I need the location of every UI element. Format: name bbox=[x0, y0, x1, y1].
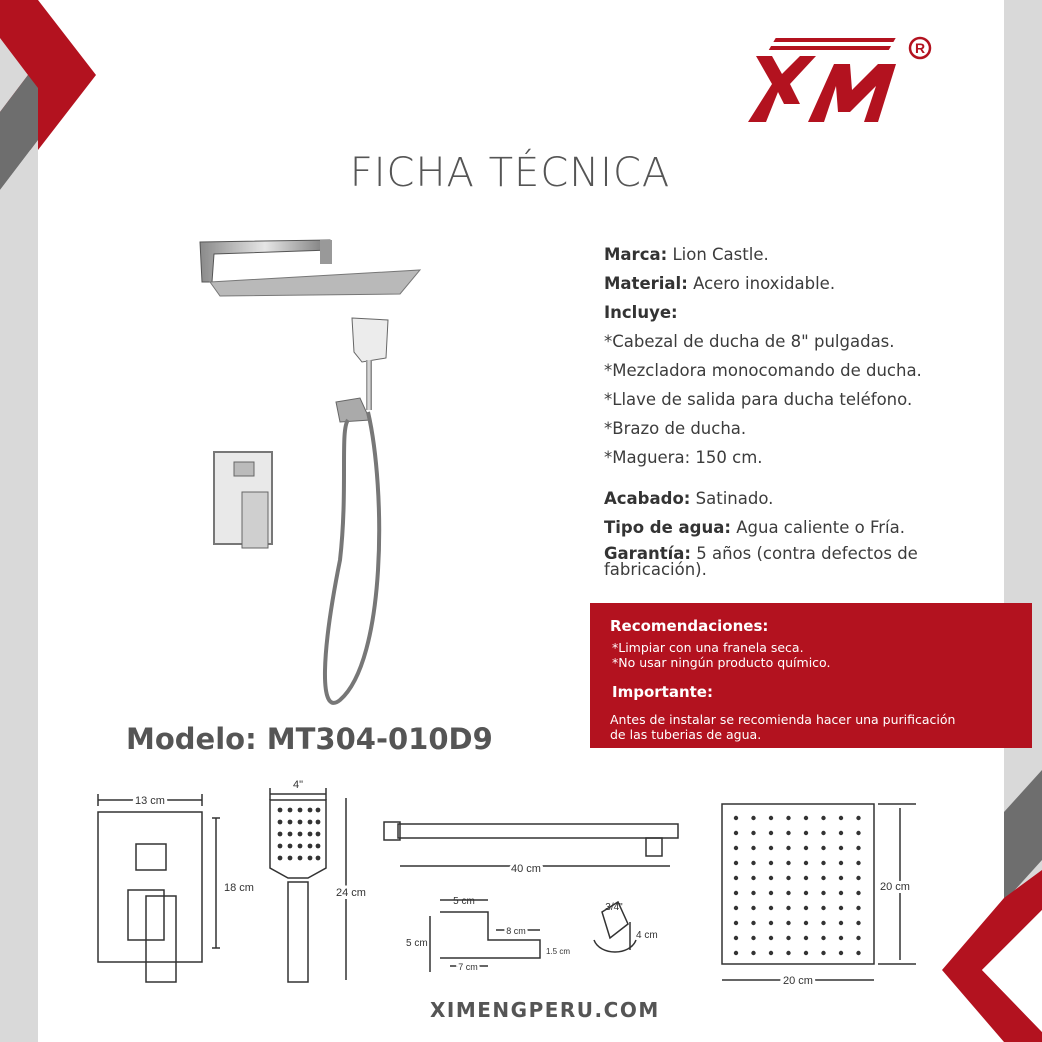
recommendations-box bbox=[590, 603, 1032, 748]
spec-material bbox=[604, 273, 974, 302]
arm-dimension-drawing bbox=[380, 812, 680, 992]
head-height-label: 20 cm bbox=[880, 881, 910, 893]
importante-line: de las tuberias de agua. bbox=[610, 727, 762, 742]
spec-tipo-value: Agua caliente o Fría. bbox=[730, 518, 905, 537]
spec-marca-label: Marca: bbox=[604, 245, 668, 264]
spec-tipo-agua bbox=[604, 517, 974, 546]
importante-title: Importante: bbox=[612, 683, 713, 701]
hand-height-label: 24 cm bbox=[336, 887, 366, 899]
website-link[interactable]: XIMENGPERU.COM bbox=[430, 998, 660, 1022]
elbow-b-label: 5 cm bbox=[406, 938, 428, 949]
hand-width-label: 4" bbox=[292, 779, 304, 791]
spec-material-value: Acero inoxidable. bbox=[687, 274, 836, 293]
elbow-e-label: 1.5 cm bbox=[546, 947, 571, 956]
connector-height-label: 4 cm bbox=[636, 930, 658, 941]
recommendations-title: Recomendaciones: bbox=[610, 617, 769, 635]
spec-incluye bbox=[604, 302, 974, 331]
spec-garantia bbox=[604, 546, 974, 578]
head-width-label: 20 cm bbox=[783, 975, 813, 987]
spec-acabado bbox=[604, 488, 974, 517]
spec-list bbox=[604, 244, 974, 578]
hand-shower-dimension-drawing bbox=[262, 776, 372, 990]
importante-line: Antes de instalar se recomienda hacer una purificación bbox=[610, 712, 956, 727]
hand-shower-nozzles bbox=[278, 808, 321, 861]
spec-item: *Cabezal de ducha de 8" pulgadas. bbox=[604, 332, 895, 351]
spec-garantia-label: Garantía: bbox=[604, 544, 691, 563]
spec-acabado-label: Acabado: bbox=[604, 489, 691, 508]
spec-tipo-label: Tipo de agua: bbox=[604, 518, 731, 537]
shower-set-illustration bbox=[190, 230, 430, 720]
recommendation-line: *No usar ningún producto químico. bbox=[612, 655, 831, 670]
mixer-width-label: 13 cm bbox=[135, 795, 165, 807]
mixer-height-label: 18 cm bbox=[224, 882, 254, 894]
spec-garantia-value: 5 años (contra defectos de fabricación). bbox=[604, 544, 918, 579]
spec-marca bbox=[604, 244, 974, 273]
spec-item: *Brazo de ducha. bbox=[604, 419, 747, 438]
bottom-right-chevron-decoration bbox=[942, 770, 1042, 1042]
arm-length-label: 40 cm bbox=[511, 863, 541, 875]
shower-head-dimension-drawing bbox=[712, 796, 932, 996]
spec-item: *Mezcladora monocomando de ducha. bbox=[604, 361, 922, 380]
spec-item: *Maguera: 150 cm. bbox=[604, 448, 763, 467]
model-number: Modelo: MT304-010D9 bbox=[126, 722, 493, 756]
spec-item: *Llave de salida para ducha teléfono. bbox=[604, 390, 913, 409]
elbow-a-label: 5 cm bbox=[453, 896, 475, 907]
recommendation-line: *Limpiar con una franela seca. bbox=[612, 640, 804, 655]
xm-logo bbox=[738, 34, 938, 126]
elbow-c-label: 8 cm bbox=[506, 926, 526, 936]
spec-acabado-value: Satinado. bbox=[690, 489, 774, 508]
connector-size-label: 3/4" bbox=[605, 902, 623, 913]
top-left-chevron-decoration bbox=[0, 0, 100, 275]
shower-head-nozzles bbox=[734, 816, 861, 955]
spec-incluye-label: Incluye: bbox=[604, 303, 678, 322]
registered-mark: R bbox=[914, 40, 926, 56]
page-title: FICHA TÉCNICA bbox=[349, 150, 671, 196]
spec-marca-value: Lion Castle. bbox=[667, 245, 769, 264]
spec-material-label: Material: bbox=[604, 274, 688, 293]
mixer-dimension-drawing bbox=[88, 778, 268, 988]
elbow-d-label: 7 cm bbox=[458, 962, 478, 972]
